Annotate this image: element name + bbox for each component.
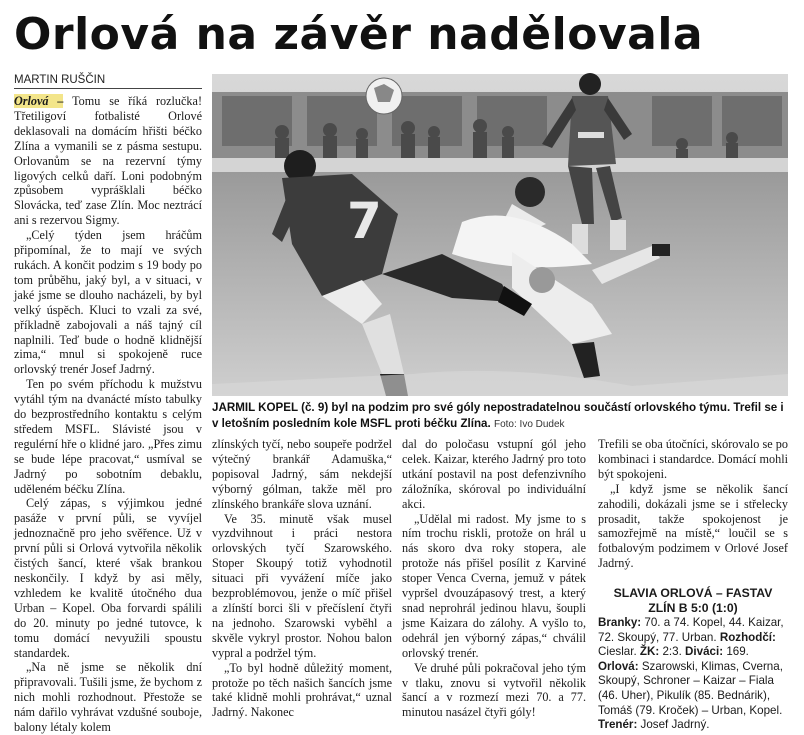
lead-text: Tomu se říká rozlučka! Třetiligoví fotbalisté Orlové deklasovali na domácím hřišti béčko Zlína a vymanili se z pásma sestupu. Orlovanům se na rezervní týmy ligových celků daří. Loni podobným způsobem vyprášklali béčko Slovácka, teď zase Zlín. Moc neztrácí ani s rezervou Sigmy. <box>14 94 202 228</box>
photo-caption <box>212 400 788 434</box>
article-column-4 <box>598 437 788 582</box>
referee-label: Rozhodčí: <box>719 630 776 644</box>
paragraph: Ten po svém příchodu k mužstvu vytáhl tým na dvanácté místo tabulky do bezprostředního kontaktu s celým středem MSFL. Slávisté jsou v regulérní hře o klidné jaro. „Přes zimu se bude lépe pracovat,“ usmíval se Jadrný po sobotním debaklu, uděleném béčku Zlína. <box>14 377 202 496</box>
paragraph: „Udělal mi radost. My jsme to s ním trochu riskli, protože on hrál u nás skoro dva roky stopera, ale protože nás přišel posílit z Karviné stoper Venca Cverna, jemuž v pátek vypršel dvouzápasový trest, a který snad neprohrál jedinou hlavu, šoupli jsme Kaizara do zálohy. A vyšlo to, odehrál jen výborný zápas,“ chválil orlovský trenér. <box>402 511 586 660</box>
paragraph: „Celý týden jsem hráčům připomínal, že to mají ve svých rukách. A končit podzim s 19 body po tom průběhu, jaký byl, a v situaci, v jaké jsme se dlouho nacházeli, by byl velký úspěch. Kluci to vzali za své, příkladně zabojovali a náš tajný cíl naplnili. Teď bude o hodně klidnější zima,“ mnul si spokojeně ruce orlovský trenér Josef Jadrný. <box>14 228 202 377</box>
article-column-2 <box>212 437 392 720</box>
referee-value: Cieslar. <box>598 645 637 659</box>
paragraph: dal do poločasu vstupní gól jeho celek. Kaizar, kterého Jadrný pro toto utkání postavil na post defenzivního záložníka, skóroval po individuální akci. <box>402 437 586 511</box>
attendance-value: 169. <box>726 645 749 659</box>
team-lineup: Szarowski, Klimas, Cverna, Skoupý, Schroner – Kaizar – Fiala (46. Uher), Pikulík (85. Bednárik), Tomáš (79. Kroček) – Urban, Kopel. <box>598 659 783 717</box>
paragraph: Celý zápas, s výjimkou jedné pasáže v první půli, se vyvíjel jednoznačně pro jeho svěřence. Už v první půli si Orlová vytvořila několik čistých šancí, které však brankou neskončily. I když by asi měly, vzhledem ke kvalitě útočného dua Urban – Kopel. Oba forvardi spálili do 20. minuty po jedné tutovce, k tomu domácí nevyužili spoustu standardek. <box>14 496 202 660</box>
team-label: Orlová: <box>598 659 639 673</box>
match-photo <box>212 74 788 396</box>
lead-word: Orlová – <box>14 94 64 108</box>
article-column-1 <box>14 94 202 735</box>
paragraph: Ve 35. minutě však musel vyzdvihnout i práci nestora orlovských tyčí Szarowského. Stoper Skoupý totiž vyhodnotil situaci při vyvážení míče jako bezproblémovou, jenže o míč přišel a zlínští borci šli v přečíslení čtyři na jednoho. Szarowski vyběhl a skvěle vykryl prostor. Nohou balon vypral a podržel tým. <box>212 511 392 660</box>
match-title: SLAVIA ORLOVÁ – FASTAV <box>613 586 773 600</box>
lead-paragraph <box>14 94 202 228</box>
cards-label: ŽK: <box>639 645 660 659</box>
coach-label: Trenér: <box>598 718 638 732</box>
coach-value: Josef Jadrný. <box>640 718 710 732</box>
match-details <box>598 616 788 660</box>
cards-value: 2:3. <box>662 645 682 659</box>
match-photo-image <box>212 74 788 396</box>
paragraph: Ve druhé půli pokračoval jeho tým v tlaku, znovu si vytvořil několik šancí a v rozmezí mezi 70. a 77. minutou nasázel čtyři góly! <box>402 660 586 720</box>
byline: MARTIN RUŠČIN <box>14 72 202 89</box>
paragraph: „To byl hodně důležitý moment, protože po těch našich šancích jsme také klidně mohli prohrávat,“ uznal Jadrný. Nakonec <box>212 660 392 720</box>
lineup <box>598 660 788 733</box>
paragraph: Trefili se oba útočníci, skórovalo se po kombinaci i standardce. Domácí mohli být spokojeni. <box>598 437 788 481</box>
paragraph: „Na ně jsme se několik dní připravovali. Tušili jsme, že bychom z nich mohli rozhodnout. Přestože se nám dařilo vyhrávat vzdušné souboje, balony létaly kolem <box>14 660 202 735</box>
match-scoreboard <box>598 586 788 732</box>
shirt-number: 7 <box>347 192 382 250</box>
match-result: ZLÍN B 5:0 (1:0) <box>648 601 738 615</box>
headline: Orlová na závěr nadělovala <box>14 9 704 60</box>
goals-value: 70. a 74. Kopel, 44. Kaizar, 72. Skoupý, 77. Urban. <box>598 616 784 644</box>
caption-text: JARMIL KOPEL (č. 9) byl na podzim pro své góly nepostradatelnou součástí orlovského týmu. Trefil se i v letošním posledním kole MSFL proti béčku Zlína. <box>212 401 784 430</box>
paragraph: „I když jsme se několik šancí zahodili, dokázali jsme se i střelecky prosadit, takže spokojenost je samozřejmě na místě,“ loučil se s fotbalovým podzimem v Orlové Josef Jadrný. <box>598 481 788 571</box>
attendance-label: Diváci: <box>685 645 724 659</box>
photo-credit: Foto: Ivo Dudek <box>493 418 565 430</box>
paragraph: zlínských tyčí, nebo soupeře podržel výtečný brankář Adamuška,“ popisoval Jadrný, sám nekdejší výborný gólman, takže měl pro zlínského brankáře slova uznání. <box>212 437 392 511</box>
article-column-3 <box>402 437 586 720</box>
goals-label: Branky: <box>598 616 642 629</box>
